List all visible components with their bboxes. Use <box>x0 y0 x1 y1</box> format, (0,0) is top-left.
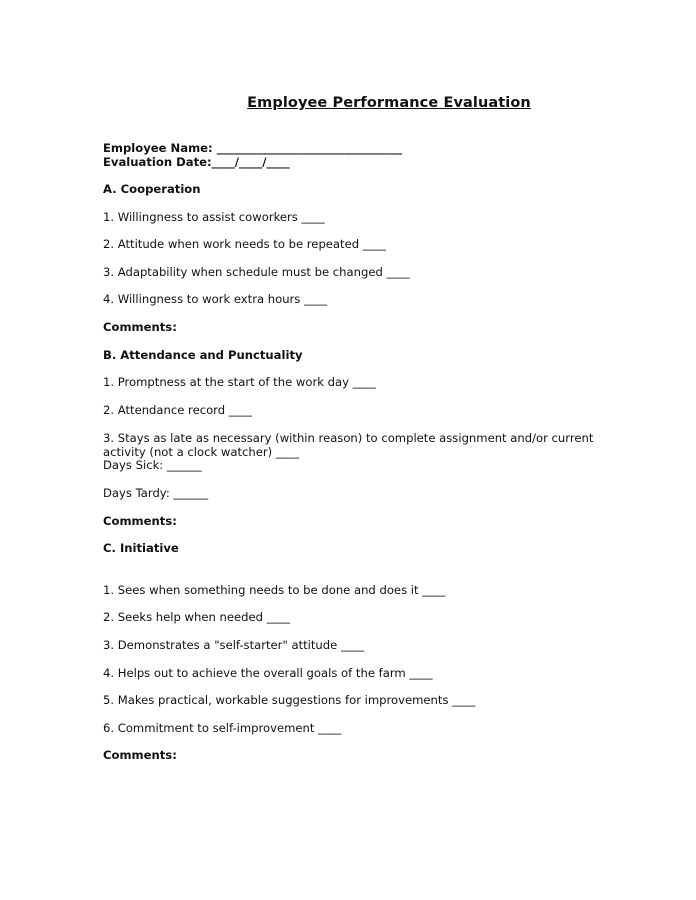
initiative-item-3: 3. Demonstrates a "self-starter" attitude ____ <box>103 638 365 652</box>
cooperation-item-4: 4. Willingness to work extra hours ____ <box>103 292 328 306</box>
initiative-item-6: 6. Commitment to self-improvement ____ <box>103 721 342 735</box>
cooperation-item-3: 3. Adaptability when schedule must be changed ____ <box>103 265 410 279</box>
initiative-item-4: 4. Helps out to achieve the overall goals of the farm ____ <box>103 666 433 680</box>
cooperation-item-1: 1. Willingness to assist coworkers ____ <box>103 210 325 224</box>
attendance-item-1: 1. Promptness at the start of the work day ____ <box>103 375 376 389</box>
section-heading-attendance: B. Attendance and Punctuality <box>103 348 303 362</box>
document-title: Employee Performance Evaluation <box>247 95 531 111</box>
initiative-item-5: 5. Makes practical, workable suggestions for improvements ____ <box>103 693 476 707</box>
attendance-item-3: 3. Stays as late as necessary (within reason) to complete assignment and/or current activity (not a clock watcher) ____ <box>103 431 594 459</box>
section-heading-cooperation: A. Cooperation <box>103 182 201 196</box>
section-heading-initiative: C. Initiative <box>103 541 179 555</box>
employee-name-field: Employee Name: ________________________________ <box>103 141 403 155</box>
evaluation-date-field: Evaluation Date:____/____/____ <box>103 155 290 169</box>
attendance-item-2: 2. Attendance record ____ <box>103 403 252 417</box>
days-tardy-field: Days Tardy: ______ <box>103 486 209 500</box>
attendance-comments-label: Comments: <box>103 514 177 528</box>
cooperation-comments-label: Comments: <box>103 320 177 334</box>
initiative-item-1: 1. Sees when something needs to be done and does it ____ <box>103 583 446 597</box>
initiative-comments-label: Comments: <box>103 748 177 762</box>
cooperation-item-2: 2. Attitude when work needs to be repeated ____ <box>103 237 386 251</box>
initiative-item-2: 2. Seeks help when needed ____ <box>103 610 290 624</box>
days-sick-field: Days Sick: ______ <box>103 458 202 472</box>
